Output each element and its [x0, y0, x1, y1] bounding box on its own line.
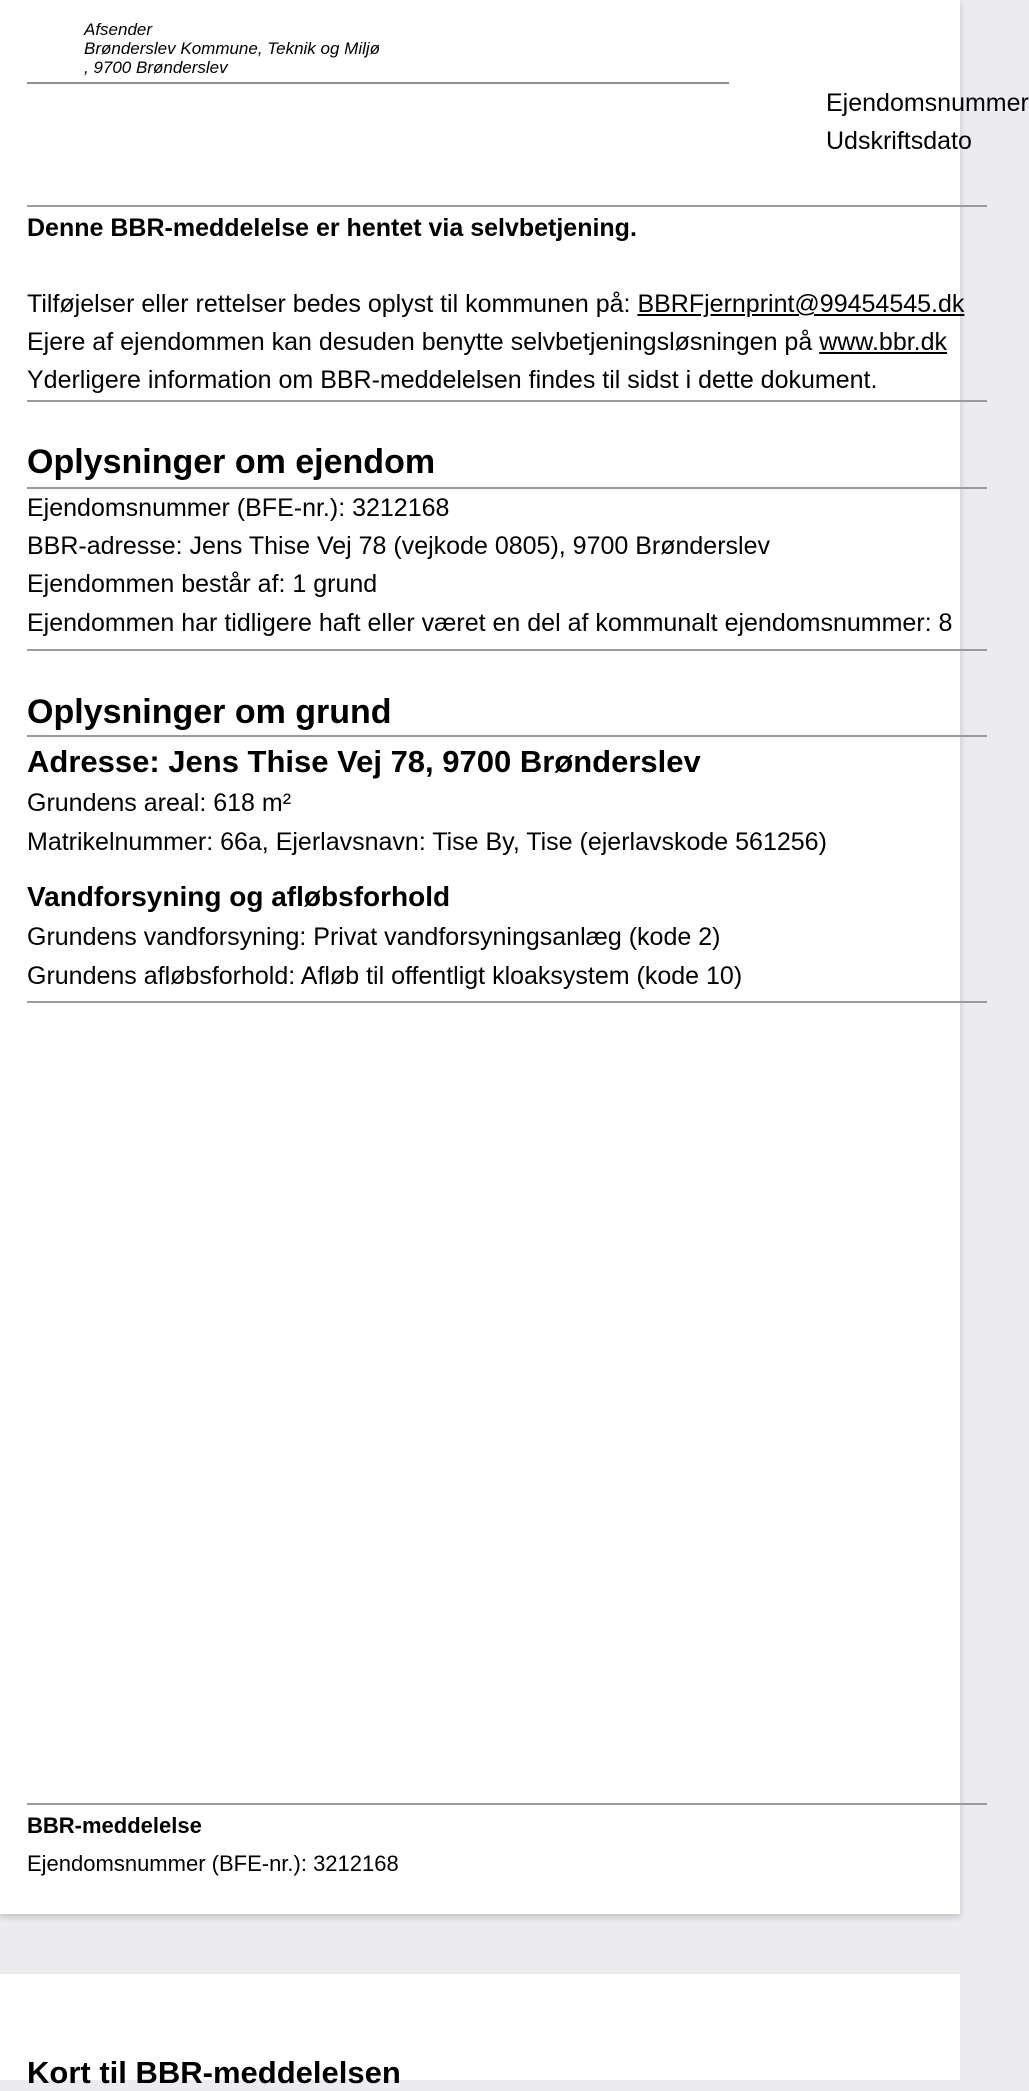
map-section-heading: Kort til BBR-meddelelsen — [27, 2055, 401, 2090]
property-bfe: Ejendomsnummer (BFE-nr.): 3212168 — [27, 494, 450, 522]
email-link[interactable]: BBRFjernprint@99454545.dk — [637, 290, 965, 318]
divider — [27, 400, 987, 402]
divider — [27, 487, 987, 489]
footer-title: BBR-meddelelse — [27, 1813, 202, 1838]
ground-section-heading: Oplysninger om grund — [27, 693, 392, 731]
intro-line-info: Yderligere information om BBR-meddelelsen findes til sidst i dette dokument. — [27, 366, 878, 394]
print-date-label: Udskriftsdato — [826, 127, 972, 155]
footer-bfe: Ejendomsnummer (BFE-nr.): 3212168 — [27, 1851, 399, 1876]
sender-label: Afsender — [84, 20, 153, 39]
water-drainage-heading: Vandforsyning og afløbsforhold — [27, 881, 451, 912]
document-meta — [826, 84, 1029, 160]
sender-address: , 9700 Brønderslev — [84, 58, 228, 77]
property-consists-of: Ejendommen består af: 1 grund — [27, 570, 378, 598]
intro-line-contact-text: Tilføjelser eller rettelser bedes oplyst til kommunen på: — [27, 290, 638, 318]
divider — [27, 1001, 987, 1003]
intro-line-selfservice — [27, 327, 947, 357]
property-former-number: Ejendommen har tidligere haft eller været en del af kommunalt ejendomsnummer: 8 — [27, 609, 953, 637]
intro-heading: Denne BBR-meddelelse er hentet via selvbetjening. — [27, 214, 637, 242]
ground-drainage: Grundens afløbsforhold: Afløb til offentligt kloaksystem (kode 10) — [27, 962, 743, 990]
sender-divider — [27, 82, 729, 84]
sender-name: Brønderslev Kommune, Teknik og Miljø — [84, 39, 381, 58]
sender-block — [84, 20, 380, 77]
ground-water-supply: Grundens vandforsyning: Privat vandforsyningsanlæg (kode 2) — [27, 923, 721, 951]
bbr-website-link[interactable]: www.bbr.dk — [819, 328, 948, 356]
ground-cadastre: Matrikelnummer: 66a, Ejerlavsnavn: Tise By, Tise (ejerlavskode 561256) — [27, 828, 827, 856]
divider — [27, 735, 987, 737]
footer-divider — [27, 1803, 987, 1805]
property-address: BBR-adresse: Jens Thise Vej 78 (vejkode 0805), 9700 Brønderslev — [27, 532, 770, 560]
intro-line-contact — [27, 289, 964, 319]
divider — [27, 649, 987, 651]
property-section-heading: Oplysninger om ejendom — [27, 443, 436, 481]
ground-area: Grundens areal: 618 m² — [27, 789, 292, 817]
property-number-label: Ejendomsnummer — [826, 89, 1029, 117]
divider — [27, 205, 987, 207]
document-page-2 — [0, 1974, 960, 2090]
intro-line-selfservice-text: Ejere af ejendommen kan desuden benytte selvbetjeningsløsningen på — [27, 328, 820, 356]
ground-address-heading: Adresse: Jens Thise Vej 78, 9700 Brønderslev — [27, 744, 701, 779]
